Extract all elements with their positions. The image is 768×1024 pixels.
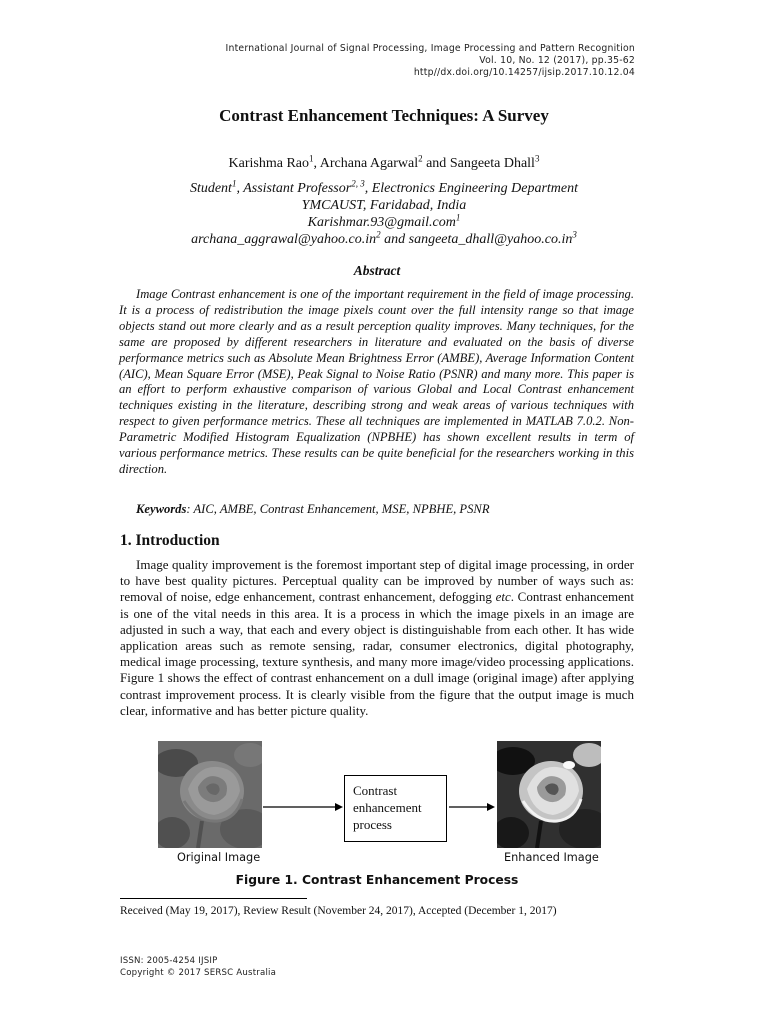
author-name: Karishma Rao [228, 156, 310, 171]
rose-photo-dull [158, 741, 262, 848]
intro-text-part: Image quality improvement is the foremost important step of digital image processing, in order to have best quality pictures. Perceptual quality can be improved by number of ways such as: removal of noise, edge enhancement, contrast enhancement, defogging [120, 557, 634, 605]
process-box [344, 775, 447, 842]
figure-caption: Figure 1. Contrast Enhancement Process [235, 873, 519, 887]
email-mark: 3 [572, 229, 577, 240]
author-separator: and [422, 156, 450, 171]
role-student: Student [189, 181, 232, 196]
role-mark: 2, 3 [351, 178, 365, 189]
email-link[interactable]: sangeeta_dhall@yahoo.co.in [408, 232, 573, 247]
email-mark: 2 [376, 229, 381, 240]
author-name: Archana Agarwal [319, 156, 419, 171]
email-line-2 [0, 231, 768, 248]
keywords-text: : AIC, AMBE, Contrast Enhancement, MSE, NPBHE, PSNR [186, 502, 490, 516]
process-line: enhancement [353, 800, 422, 815]
enhanced-image [497, 741, 601, 848]
author-line [0, 155, 768, 172]
enhanced-image-label: Enhanced Image [504, 851, 599, 864]
role-department: , Electronics Engineering Department [364, 181, 579, 196]
introduction-text [120, 557, 634, 719]
abstract-heading: Abstract [353, 263, 401, 278]
arrow-right-icon [263, 801, 343, 813]
paper-title: Contrast Enhancement Techniques: A Survey [219, 106, 549, 125]
role-mark: 1 [231, 178, 237, 189]
author-separator: , [313, 156, 320, 171]
email-line-1 [0, 214, 768, 231]
original-image-label: Original Image [177, 851, 261, 864]
email-link[interactable]: archana_aggrawal@yahoo.co.in [191, 232, 377, 247]
footnote-divider [120, 898, 307, 899]
section-heading-introduction: 1. Introduction [120, 532, 220, 549]
author-affil-mark: 3 [534, 153, 540, 164]
journal-name: International Journal of Signal Processing, Image Processing and Pattern Recognition [225, 43, 635, 54]
abstract-text: Image Contrast enhancement is one of the important requirement in the field of image processing. It is a process of redistribution the image pixels count over the full intensity range so that image objects stand out more clearly and as a result perception quality improves. Many techniques, for the same are proposed by different researchers in literature and evaluated on the basis of diverse performance metrics such as Absolute Mean Brightness Error (AMBE), Average Information Content (AIC), Mean Square Error (MSE), Peak Signal to Noise Ratio (PSNR) and many more. This paper is an effort to perform exhaustive comparison of various Global and Local Contrast enhancement techniques existing in the literature, describing strong and weak areas of various techniques with respect to given performance metrics. These all techniques are implemented in MATLAB 7.0.2. Non-Parametric Modified Histogram Equalization (NPBHE) has shown excellent results in term of various performance metrics. These results can be quite beneficial for the researchers working in this direction. [119, 287, 634, 476]
journal-volume: Vol. 10, No. 12 (2017), pp.35-62 [479, 55, 635, 66]
issn-text: ISSN: 2005-4254 IJSIP [120, 956, 218, 966]
copyright-text: Copyright © 2017 SERSC Australia [120, 968, 277, 978]
email-mark: 1 [455, 212, 461, 223]
affiliation-institution: YMCAUST, Faridabad, India [301, 198, 467, 213]
author-affil-mark: 2 [418, 153, 423, 164]
keywords-label: Keywords [136, 502, 187, 516]
process-line: process [353, 817, 392, 832]
intro-etc: etc [495, 589, 511, 605]
received-dates: Received (May 19, 2017), Review Result (November 24, 2017), Accepted (December 1, 2017) [120, 905, 557, 917]
author-name: Sangeeta Dhall [449, 156, 535, 171]
journal-header [226, 43, 635, 79]
process-line: Contrast [353, 783, 398, 798]
page-footer [120, 955, 276, 979]
author-affil-mark: 1 [309, 153, 314, 164]
arrow-right-icon [449, 801, 495, 813]
email-join: and [380, 232, 409, 247]
journal-doi: http//dx.doi.org/10.14257/ijsip.2017.10.12.04 [413, 67, 635, 78]
original-image [158, 741, 262, 848]
role-professor: , Assistant Professor [236, 181, 352, 196]
email-link[interactable]: Karishmar.93@gmail.com [307, 215, 456, 230]
keywords-line [136, 502, 490, 517]
affiliation-block [0, 180, 768, 248]
rose-photo-enhanced [497, 741, 601, 848]
affiliation-roles [0, 180, 768, 197]
intro-text-part: . Contrast enhancement is one of the vital needs in this area. It is a process in which the image pixels in an image are adjusted in such a way, that each and every object is distinguishable from each other. It has wide application areas such as remote sensing, radar, consumer electronics, digital photography, medical image processing, texture synthesis, and many more image/video processing applications. Figure 1 shows the effect of contrast enhancement on a dull image (original image) after applying contrast improvement process. It is clearly visible from the figure that the output image is much clear, informative and has better picture quality. [120, 589, 634, 718]
